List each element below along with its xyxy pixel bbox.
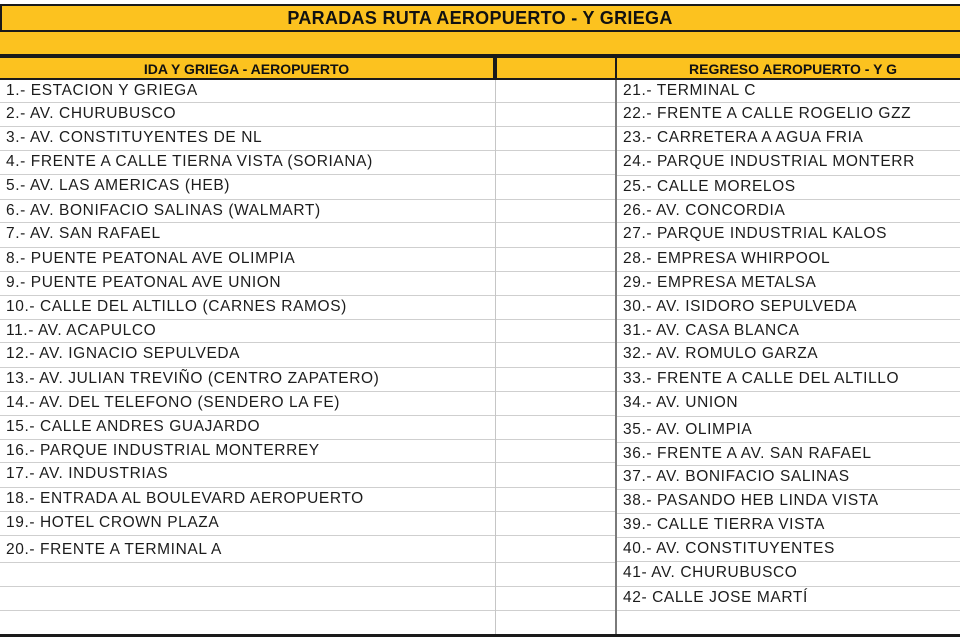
regreso-stop-cell[interactable]: 29.- EMPRESA METALSA <box>623 274 817 291</box>
row-gridline <box>617 465 960 466</box>
row-gridline <box>0 462 495 463</box>
row-gridline <box>0 102 495 103</box>
row-gridline <box>496 199 615 200</box>
regreso-stop-cell[interactable]: 31.- AV. CASA BLANCA <box>623 322 800 339</box>
ida-stop-cell[interactable]: 19.- HOTEL CROWN PLAZA <box>6 514 220 531</box>
row-gridline <box>617 513 960 514</box>
ida-stop-cell[interactable]: 8.- PUENTE PEATONAL AVE OLIMPIA <box>6 250 296 267</box>
regreso-stop-cell[interactable]: 32.- AV. ROMULO GARZA <box>623 345 819 362</box>
regreso-stop-cell[interactable]: 28.- EMPRESA WHIRPOOL <box>623 250 831 267</box>
regreso-stop-cell[interactable]: 26.- AV. CONCORDIA <box>623 202 786 219</box>
row-gridline <box>0 174 495 175</box>
row-gridline <box>617 150 960 151</box>
row-gridline <box>617 391 960 392</box>
ida-column-header: IDA Y GRIEGA - AEROPUERTO <box>0 56 495 80</box>
row-gridline <box>496 586 615 587</box>
row-gridline <box>0 391 495 392</box>
regreso-stop-cell[interactable]: 37.- AV. BONIFACIO SALINAS <box>623 468 850 485</box>
row-gridline <box>0 126 495 127</box>
row-gridline <box>496 535 615 536</box>
row-gridline <box>0 367 495 368</box>
regreso-stop-cell[interactable]: 27.- PARQUE INDUSTRIAL KALOS <box>623 225 888 242</box>
row-gridline <box>617 222 960 223</box>
sheet-title-text: PARADAS RUTA AEROPUERTO - Y GRIEGA <box>287 8 673 28</box>
row-gridline <box>496 271 615 272</box>
row-gridline <box>0 150 495 151</box>
row-gridline <box>0 319 495 320</box>
row-gridline <box>617 416 960 417</box>
row-gridline <box>617 271 960 272</box>
row-gridline <box>496 511 615 512</box>
regreso-stop-cell[interactable]: 36.- FRENTE A AV. SAN RAFAEL <box>623 445 872 462</box>
regreso-stop-cell[interactable]: 42- CALLE JOSE MARTÍ <box>623 589 808 606</box>
ida-stop-cell[interactable]: 3.- AV. CONSTITUYENTES DE NL <box>6 129 263 146</box>
ida-stop-cell[interactable]: 15.- CALLE ANDRES GUAJARDO <box>6 418 261 435</box>
row-gridline <box>496 295 615 296</box>
ida-stop-cell[interactable]: 20.- FRENTE A TERMINAL A <box>6 541 222 558</box>
ida-stop-cell[interactable]: 2.- AV. CHURUBUSCO <box>6 105 177 122</box>
regreso-stop-cell[interactable]: 23.- CARRETERA A AGUA FRIA <box>623 129 864 146</box>
stops-grid <box>0 80 960 636</box>
row-gridline <box>0 199 495 200</box>
ida-stop-cell[interactable]: 1.- ESTACION Y GRIEGA <box>6 82 198 99</box>
row-gridline <box>496 415 615 416</box>
column-header-row <box>0 56 960 80</box>
row-gridline <box>617 175 960 176</box>
regreso-stop-cell[interactable]: 30.- AV. ISIDORO SEPULVEDA <box>623 298 858 315</box>
row-gridline <box>617 199 960 200</box>
ida-stop-cell[interactable]: 10.- CALLE DEL ALTILLO (CARNES RAMOS) <box>6 298 347 315</box>
sheet-bottom-border <box>0 634 960 637</box>
row-gridline <box>617 610 960 611</box>
regreso-stop-cell[interactable]: 41- AV. CHURUBUSCO <box>623 564 798 581</box>
row-gridline <box>496 462 615 463</box>
ida-stop-cell[interactable]: 7.- AV. SAN RAFAEL <box>6 225 161 242</box>
ida-stop-cell[interactable]: 16.- PARQUE INDUSTRIAL MONTERREY <box>6 442 320 459</box>
column-divider <box>615 80 617 634</box>
row-gridline <box>0 610 495 611</box>
row-gridline <box>0 295 495 296</box>
regreso-column-header: REGRESO AEROPUERTO - Y G <box>615 56 960 80</box>
title-left-border <box>0 6 2 30</box>
ida-stop-cell[interactable]: 5.- AV. LAS AMERICAS (HEB) <box>6 177 231 194</box>
ida-stop-cell[interactable]: 14.- AV. DEL TELEFONO (SENDERO LA FE) <box>6 394 341 411</box>
row-gridline <box>496 367 615 368</box>
ida-stop-cell[interactable]: 13.- AV. JULIAN TREVIÑO (CENTRO ZAPATERO) <box>6 370 380 387</box>
row-gridline <box>496 610 615 611</box>
row-gridline <box>0 247 495 248</box>
row-gridline <box>0 511 495 512</box>
row-gridline <box>0 535 495 536</box>
regreso-stop-cell[interactable]: 25.- CALLE MORELOS <box>623 178 796 195</box>
row-gridline <box>0 562 495 563</box>
row-gridline <box>617 367 960 368</box>
row-gridline <box>0 271 495 272</box>
middle-column-header <box>495 56 617 80</box>
sheet-title <box>0 4 960 32</box>
row-gridline <box>617 319 960 320</box>
row-gridline <box>617 247 960 248</box>
row-gridline <box>617 489 960 490</box>
row-gridline <box>496 150 615 151</box>
row-gridline <box>617 102 960 103</box>
row-gridline <box>496 342 615 343</box>
row-gridline <box>496 247 615 248</box>
row-gridline <box>617 537 960 538</box>
row-gridline <box>617 126 960 127</box>
row-gridline <box>496 102 615 103</box>
regreso-stop-cell[interactable]: 35.- AV. OLIMPIA <box>623 421 753 438</box>
row-gridline <box>0 586 495 587</box>
regreso-stop-cell[interactable]: 38.- PASANDO HEB LINDA VISTA <box>623 492 879 509</box>
ida-stop-cell[interactable]: 4.- FRENTE A CALLE TIERNA VISTA (SORIANA) <box>6 153 373 170</box>
row-gridline <box>617 442 960 443</box>
regreso-stop-cell[interactable]: 24.- PARQUE INDUSTRIAL MONTERR <box>623 153 915 170</box>
ida-stop-cell[interactable]: 18.- ENTRADA AL BOULEVARD AEROPUERTO <box>6 490 364 507</box>
row-gridline <box>496 174 615 175</box>
ida-stop-cell[interactable]: 9.- PUENTE PEATONAL AVE UNION <box>6 274 282 291</box>
row-gridline <box>617 586 960 587</box>
row-gridline <box>496 391 615 392</box>
regreso-stop-cell[interactable]: 40.- AV. CONSTITUYENTES <box>623 540 835 557</box>
row-gridline <box>617 342 960 343</box>
row-gridline <box>496 319 615 320</box>
row-gridline <box>0 342 495 343</box>
regreso-stop-cell[interactable]: 39.- CALLE TIERRA VISTA <box>623 516 825 533</box>
row-gridline <box>0 439 495 440</box>
ida-stop-cell[interactable]: 6.- AV. BONIFACIO SALINAS (WALMART) <box>6 202 321 219</box>
ida-stop-cell[interactable]: 12.- AV. IGNACIO SEPULVEDA <box>6 345 241 362</box>
row-gridline <box>496 126 615 127</box>
regreso-stop-cell[interactable]: 34.- AV. UNION <box>623 394 739 411</box>
row-gridline <box>617 561 960 562</box>
ida-stop-cell[interactable]: 11.- AV. ACAPULCO <box>6 322 157 339</box>
row-gridline <box>496 222 615 223</box>
row-gridline <box>0 415 495 416</box>
row-gridline <box>617 295 960 296</box>
row-gridline <box>496 439 615 440</box>
title-spacer-row <box>0 32 960 56</box>
regreso-stop-cell[interactable]: 33.- FRENTE A CALLE DEL ALTILLO <box>623 370 900 387</box>
regreso-stop-cell[interactable]: 21.- TERMINAL C <box>623 82 757 99</box>
ida-stop-cell[interactable]: 17.- AV. INDUSTRIAS <box>6 465 169 482</box>
row-gridline <box>496 562 615 563</box>
row-gridline <box>0 487 495 488</box>
row-gridline <box>496 487 615 488</box>
regreso-stop-cell[interactable]: 22.- FRENTE A CALLE ROGELIO GZZ <box>623 105 912 122</box>
row-gridline <box>0 222 495 223</box>
column-divider <box>495 80 496 634</box>
